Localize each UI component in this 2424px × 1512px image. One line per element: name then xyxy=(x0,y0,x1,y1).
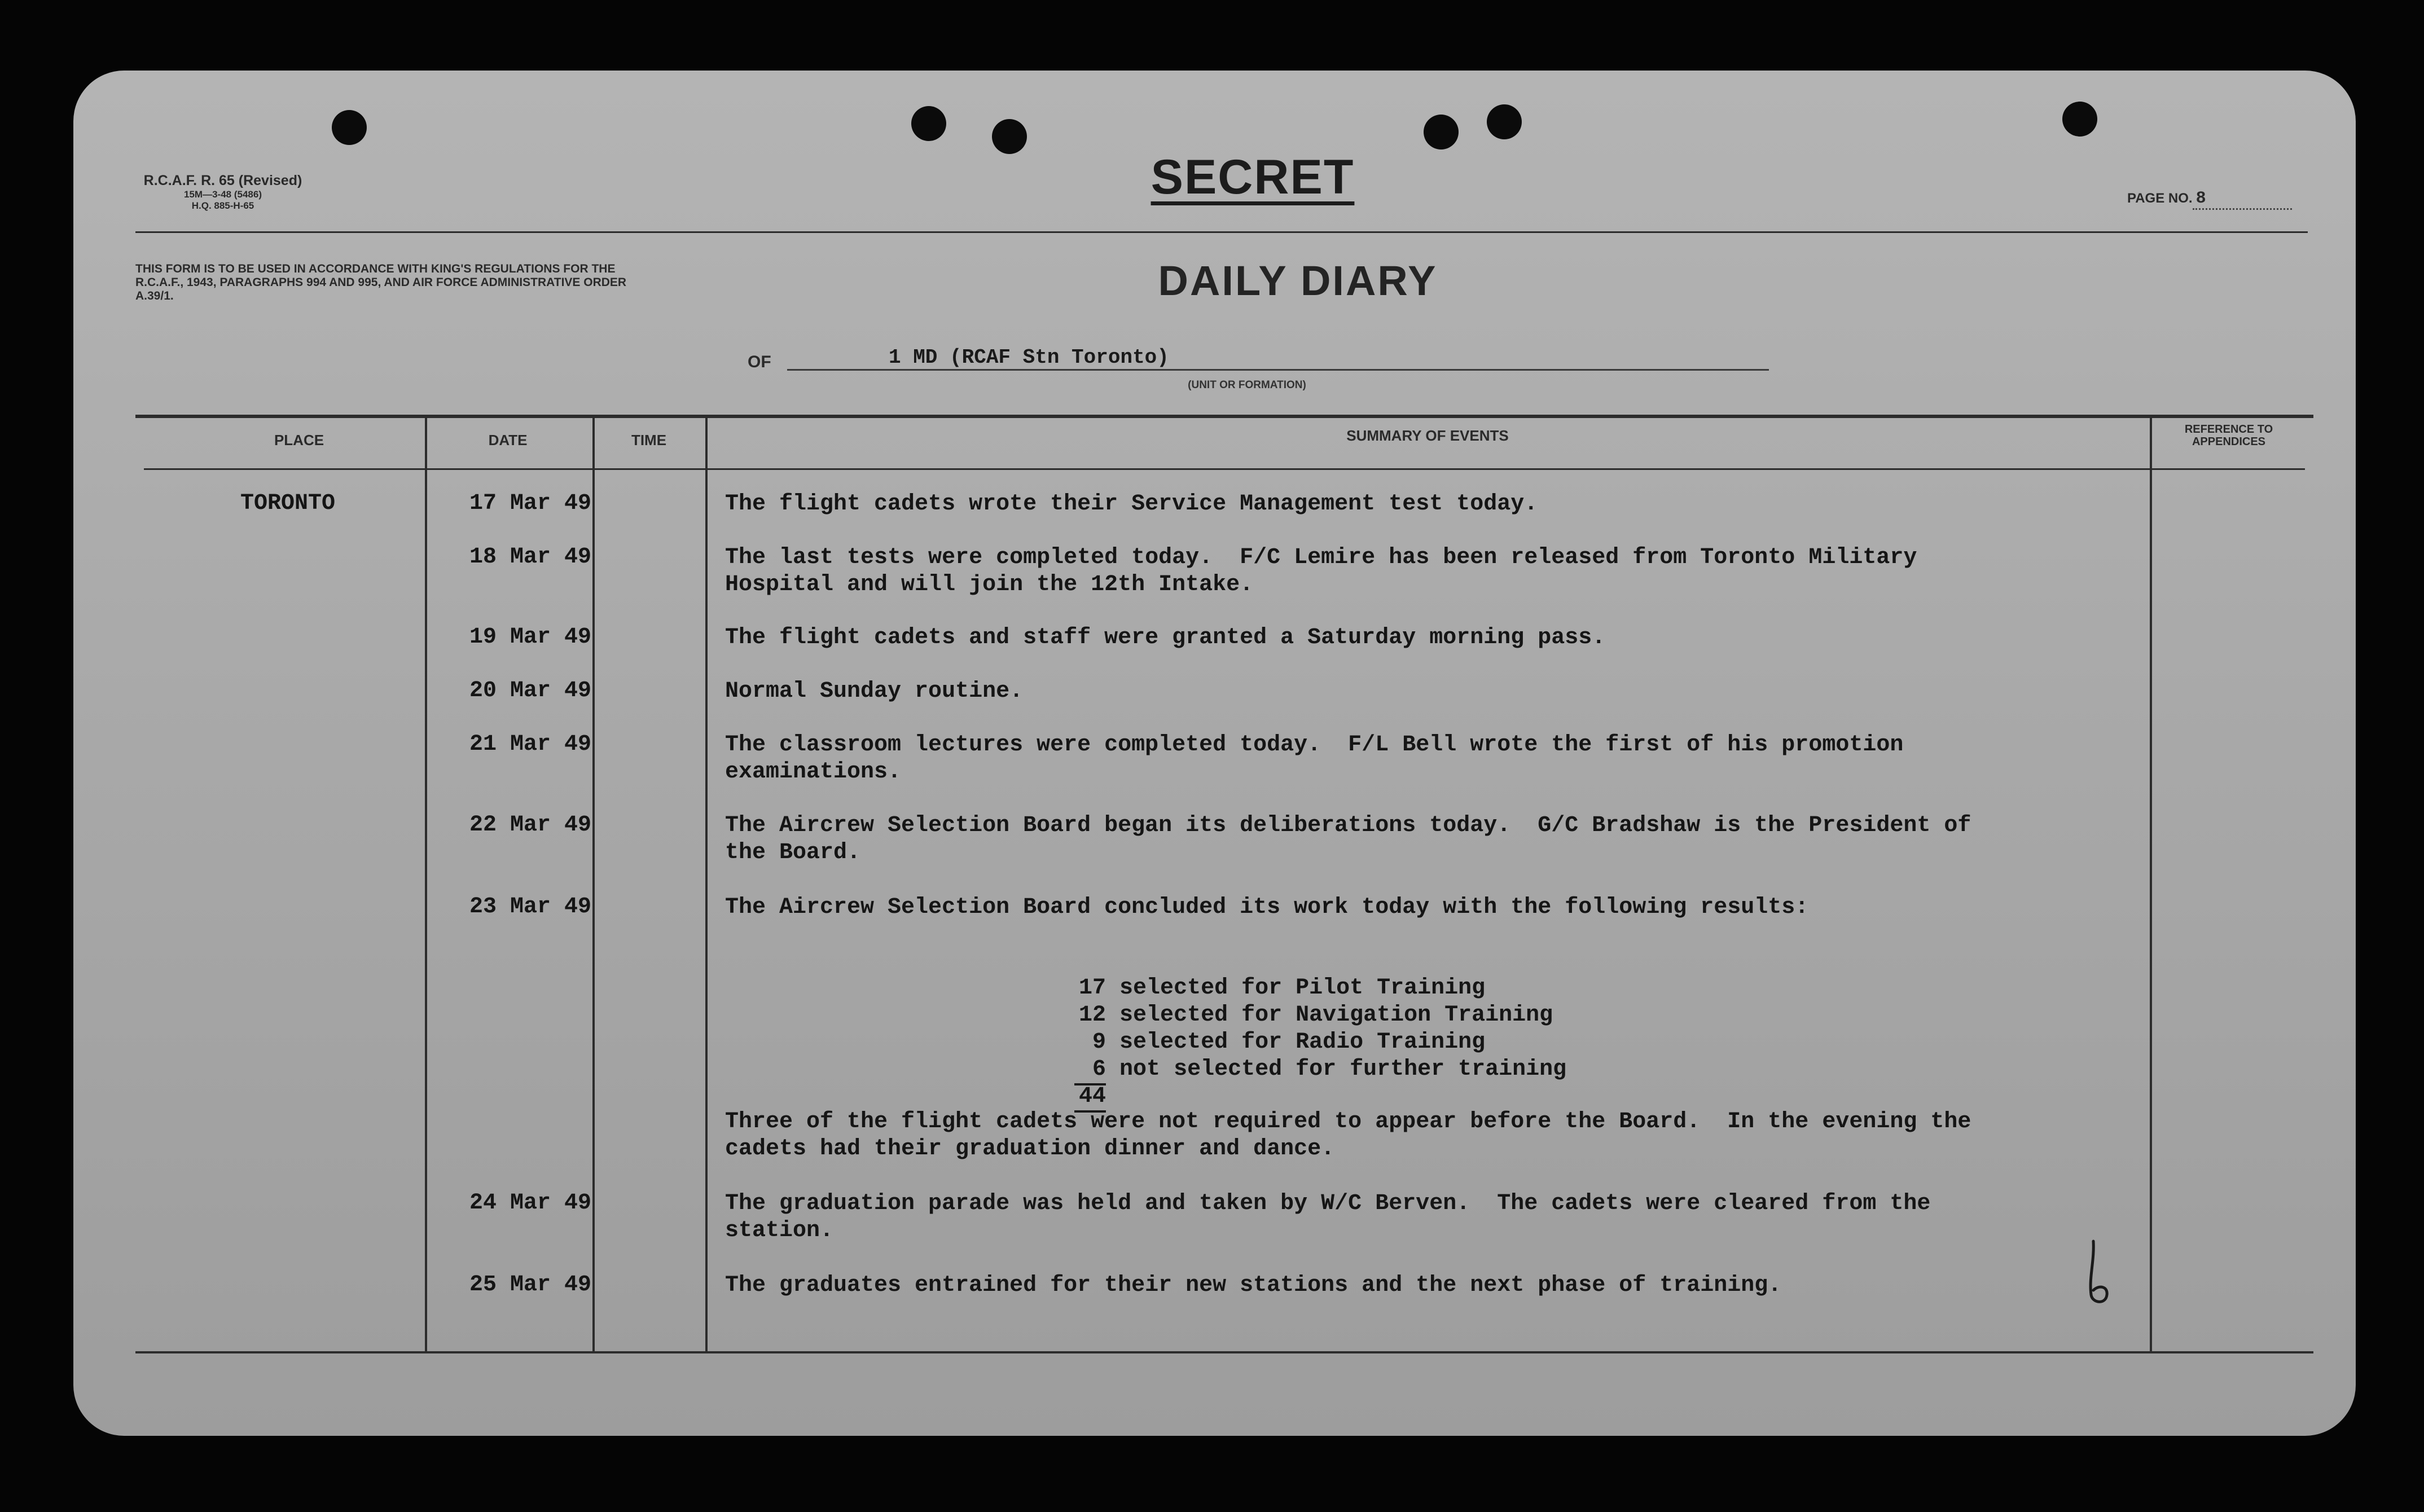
form-regulation-note: THIS FORM IS TO BE USED IN ACCORDANCE WITH KING'S REGULATIONS FOR THE R.C.A.F., 1943, PARAGRAPHS 994 AND 995, AND AIR FORCE ADMINISTRATIVE ORDER A.39/1. xyxy=(135,262,627,302)
entry-date: 19 Mar 49 xyxy=(469,625,592,650)
header-rule xyxy=(135,231,2308,233)
page-title: DAILY DIARY xyxy=(1158,257,1438,304)
result-count: 6 xyxy=(1074,1056,1106,1085)
entry-summary: Three of the flight cadets were not required to appear before the Board. In the evening the cadets had their graduation dinner and dance. xyxy=(725,1109,1985,1162)
punch-hole xyxy=(911,106,946,141)
result-count: 12 xyxy=(1079,1003,1106,1028)
table-bottom-rule xyxy=(135,1351,2313,1353)
result-label: selected for Radio Training xyxy=(1119,1030,1486,1055)
column-header-time: TIME xyxy=(631,432,667,449)
result-count: 9 xyxy=(1092,1030,1106,1055)
form-code-line3: H.Q. 885-H-65 xyxy=(191,200,254,211)
result-label: selected for Pilot Training xyxy=(1119,975,1486,1001)
entry-summary: The flight cadets wrote their Service Management test today. xyxy=(725,491,1538,517)
column-header-place: PLACE xyxy=(274,432,324,449)
entry-date: 25 Mar 49 xyxy=(469,1272,592,1298)
column-divider xyxy=(425,416,427,1352)
punch-hole xyxy=(2062,102,2097,137)
punch-hole xyxy=(332,110,367,145)
entry-date: 24 Mar 49 xyxy=(469,1190,592,1216)
punch-hole xyxy=(1424,115,1459,150)
table-header-rule xyxy=(144,468,2305,470)
page-number-label: PAGE NO. xyxy=(2127,191,2193,206)
entry-date: 17 Mar 49 xyxy=(469,491,592,516)
results-total-value: 44 xyxy=(1074,1083,1106,1113)
diary-sheet xyxy=(73,71,2356,1436)
entry-summary: The graduates entrained for their new stations and the next phase of training. xyxy=(725,1273,1782,1298)
form-code-line1: R.C.A.F. R. 65 (Revised) xyxy=(143,173,302,188)
entry-summary: The Aircrew Selection Board concluded its work today with the following results: xyxy=(725,895,1809,920)
classification-heading: SECRET xyxy=(1150,150,1355,204)
column-header-reference: REFERENCE TO APPENDICES xyxy=(2184,423,2273,448)
form-code-line2: 15M—3-48 (5486) xyxy=(184,189,262,200)
page-number-value: 8 xyxy=(2193,189,2292,210)
entry-summary: The classroom lectures were completed today. F/L Bell wrote the first of his promotion examinations. xyxy=(725,732,1917,785)
form-code xyxy=(130,172,316,212)
entry-date: 20 Mar 49 xyxy=(469,678,592,704)
column-divider xyxy=(2150,416,2152,1352)
punch-hole xyxy=(1487,104,1522,139)
entry-summary: The graduation parade was held and taken by W/C Berven. The cadets were cleared from the station. xyxy=(725,1191,1944,1243)
table-top-rule xyxy=(135,415,2313,418)
unit-value: 1 MD (RCAF Stn Toronto) xyxy=(787,346,1769,371)
entry-summary: The flight cadets and staff were granted a Saturday morning pass. xyxy=(725,625,1606,650)
result-label: not selected for further training xyxy=(1119,1057,1567,1082)
unit-caption: (UNIT OR FORMATION) xyxy=(1188,379,1306,391)
entry-summary: Normal Sunday routine. xyxy=(725,679,1024,704)
handwritten-mark xyxy=(2082,1238,2116,1306)
punch-hole xyxy=(992,119,1027,154)
entry-summary: The Aircrew Selection Board began its deliberations today. G/C Bradshaw is the President of the Board. xyxy=(725,813,1985,865)
column-header-summary: SUMMARY OF EVENTS xyxy=(1346,427,1509,444)
entry-date: 23 Mar 49 xyxy=(469,894,592,920)
page-number-field xyxy=(2127,189,2308,210)
entry-date: 18 Mar 49 xyxy=(469,544,592,570)
entry-place: TORONTO xyxy=(240,491,336,516)
column-header-date: DATE xyxy=(488,432,528,449)
result-count: 17 xyxy=(1079,975,1106,1001)
unit-label: OF xyxy=(748,353,771,371)
result-label: selected for Navigation Training xyxy=(1119,1003,1553,1028)
entry-summary: The last tests were completed today. F/C Lemire has been released from Toronto Military Hospital and will join the 12th Intake. xyxy=(725,545,1931,597)
column-divider xyxy=(705,416,708,1352)
entry-date: 21 Mar 49 xyxy=(469,732,592,757)
entry-date: 22 Mar 49 xyxy=(469,812,592,838)
